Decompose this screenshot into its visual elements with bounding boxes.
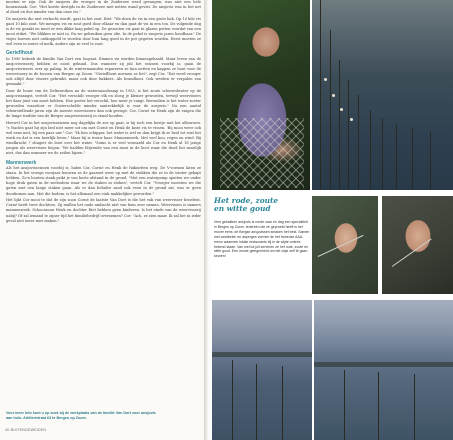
section-heading-mannenwerk: Mannenwerk <box>6 159 37 166</box>
net-float <box>340 108 343 111</box>
article-intro: Vers gebakken ansjovis is ronde zaar en dag een specialiteit in Bergen op Zoom. Iedereen die ze geproefd heeft is het erover eens: de Bergse ansjovissen smaken het best. Samen met aardbeien en asperges vormen de het fameuze AAA-menu waarmee lokale restaurants bij in de wijde omtrek bekend staan. Van mei tot juli serveren ze het rode, zoute en witte goud. Een mooie gelegenheid om het visje zelf te gaan keuren! <box>214 220 310 259</box>
body-paragraph: Door de bouw van de Deltawerken na de watersnoodramp in 1953, is het zoute schiereilwater op de ansjoviszangst, vertelt Cor. "Het verschilt vroeger elk en sloeg je kleiner geworden, terwijl weervissers het daar juist van moet hebben. Hoe groter het verschil, hoe meer je vangt. Bovendien is het water zoeter geworden waardoor er Oosterschelde minder aantrekkelijk is voor de ansjovis." Na een aantal teleurstellende jaren zijn de meeste weervissers dan ook gestopt. Cor, Corné en Henk zijn de enigen die de lange traditie van de Bergse ansjovisvisserij in stand houden. <box>6 89 201 119</box>
mist <box>314 300 453 356</box>
reed-stake <box>412 128 413 190</box>
body-paragraph: moeten er zijn. Ook de ansjovis die vroeger in de Zuiderzee werd gevangen, was niet een hele bonenstaak. Cor: "Het kostte destijds in de Zuiderzee met netten wand gevist. De ansjovis was in het net al dood en dus minder van dan onze vis." <box>6 0 201 15</box>
reed-stake <box>414 374 415 440</box>
hand-with-knife-photo <box>382 196 453 294</box>
fishing-line <box>318 235 364 257</box>
net-float <box>332 94 335 97</box>
reed-stake <box>358 95 359 190</box>
reed-stake <box>320 0 321 190</box>
right-page <box>210 0 453 440</box>
reed-stake <box>370 110 371 190</box>
reed-stake <box>396 124 397 190</box>
reed-stake <box>382 118 383 190</box>
body-paragraph: Hoewel Cor in het ansjovisseizoen nog dagelijks de zee op gaat, is hij toch een beetje met het afbouwen. "s Nachts gaat hij zijn bed niet meer uit om met Corné en Henk de kiste vis te vissen. 'Bij mooi weer ook wel eens met, bij een paar uur." Cor: "Ik ben schipper, het water is wel en dan krijgt ik ze heel tot rust het werk en dat is een heerlijk leven." Maar hij is trouw haar. Mannenwerk. Met veel kou, regen en wind. Bij windkracht 7 slingert de boot over het water. "Soms is er veel vermaeld als Cor en Henk al 18 jarige jongen als weervisser begon. 'We hadden blijvende van een mooi in de boot waar die dood het moeilijk niet, dus dan wanneer we de zeilen hijsen." <box>6 121 201 156</box>
info-footnote: Voor meer info kunt u op zoek bij de werkplaats van de familie Van Dort voor ansjovis aan huis: Artillerietraat 63 te Bergen op Zoom. <box>6 411 156 420</box>
left-page <box>0 0 206 440</box>
water-horizon-photo <box>314 300 453 440</box>
reed-stake <box>339 60 340 190</box>
water-stakes-photo <box>212 300 312 440</box>
fisherman-photo <box>212 0 310 190</box>
net-float <box>350 118 353 121</box>
fishing-line <box>392 239 432 267</box>
reed-stake <box>232 360 233 440</box>
horizon-line <box>212 352 312 357</box>
reed-stake <box>282 366 283 440</box>
reed-stake <box>330 30 331 190</box>
body-paragraph: De ansjovis die niet verkocht wordt, gaat in het zout. Riet: "We doen de vis in een grote bak. Op 10 kilo vis gaat 10 kilo zout. We mengen vis en zout goed door elkaar en dan gaat de vis in een ton. De volgende dag is de vis gezakt en moet er een dikke laag pekel op. De gezouten vis gaat in glazen potten voordat van een mooi etiket. "We blikken er niet in. En we gebruiken geen olie. In de pekel is ansjovis jaren houdbaar." De visjes hoeven niet ontkoppeld te worden door hun lang goed in de pot gegeten worden. Eerst moeten ze wel even in water of melk, anders zijn ze veel te zout. <box>6 16 201 47</box>
body-paragraph: Als het ansjovisseizoen voorbij is, halen Cor, Corné en Henk de fuiknetten weg. De V-vormen laten ze staan. In het vroege voorjaar bouwen ze de gaasnet weer op met de stokken die ze in de winter gekapt hebben. Zo'n houten staak prikt je van korte afstand in de grond. "Met een waterpomp spuiten we onder hoge druk gaten in de zeebodem waar we de staken in steken", vertelt Cor. "Vroeger moesten we die gaten met een lange staken gaan. Als er dan behalve zand ook veen in de grond zat, was er geen doorkomen aan. Met die bodem, is het allemaal een stuk makkelijker geworden." <box>6 166 201 196</box>
reed-stake <box>378 372 379 440</box>
horizon-line <box>314 362 453 367</box>
reed-stake <box>256 364 257 440</box>
reed-stake <box>344 370 345 440</box>
page-folio: 40 BUITENGEWEIDEN <box>5 428 47 432</box>
headline-line: Het rode, zoute <box>214 196 279 205</box>
headline-line: en witte goud <box>214 204 271 214</box>
article-headline <box>214 197 314 213</box>
body-paragraph: Het lijkt Cor mooi te dat de zijn zoon Corné de laatste Van Dort is die het vak van weervisser beoefent. Corné heeft twee dochters. Zij mullen het oude ambacht niet van hem over nemen. Weervissen is immers mannenwerk. Schoonzoon Henk en dochter Riet hebben geen kinderen. Is het einde van de weervisserij nabij? Of zal iemand te zijner tijd het familiebedrijf overnemen? Cor: "Ach, ze zien maar. Ik zal het in ieder geval niet meer mee maken." <box>6 198 201 223</box>
mist <box>212 300 312 356</box>
section-heading-gerieflhout: Gerieflhout <box>6 50 33 57</box>
reed-stake <box>430 132 431 190</box>
hand-with-fish-photo <box>312 196 378 294</box>
lake-reeds-photo <box>312 0 453 190</box>
net-float <box>324 78 327 81</box>
reed-stake <box>348 80 349 190</box>
article-body <box>6 0 201 420</box>
body-paragraph: In 1990 bekeek de familie Van Dort een loopsat. Emmen vis werden binnengehaald. Maar leven van de ansjovisvisserij hebben ze nooit gekund. Dus wanneer zij juli het seizoen voorbij is, gaan de ansjovisvissers over op paling. In de wintermaanden repareren ze hun netten en kappen ze hout voor de weervissery in de bossen van Bergen op Zoom. "Gerieflhout noemen ze het", zegt Cor. "Dat werd vroeger ook altijd door vissers gebruikt, maar ook door bakkers. Als brandhout. Ook werden er verpalen van gemaakt." <box>6 57 201 87</box>
fishing-net <box>220 118 304 188</box>
